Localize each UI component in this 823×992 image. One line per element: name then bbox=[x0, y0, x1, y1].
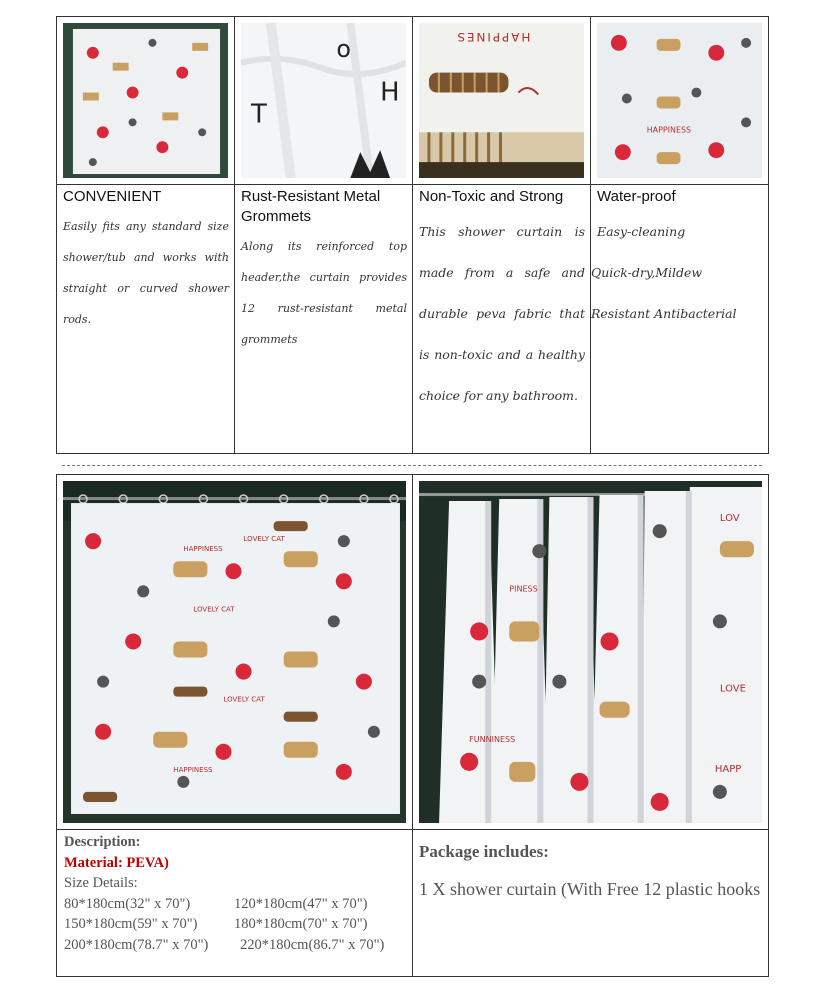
feature-line: Quick-dry,Mildew bbox=[591, 265, 703, 280]
package-block bbox=[413, 830, 768, 910]
pattern-label: HAPPINESS bbox=[173, 764, 213, 774]
feature-image-cell bbox=[591, 17, 768, 185]
feature-title: Rust-Resistant Metal Grommets bbox=[241, 188, 381, 225]
feature-line: Easy-cleaning bbox=[597, 224, 686, 239]
pattern-label: LOVELY CAT bbox=[243, 534, 285, 544]
svg-text:PINESS: PINESS bbox=[509, 584, 538, 594]
feature-image-cell bbox=[57, 17, 235, 185]
dashed-divider bbox=[62, 465, 762, 466]
svg-text:o: o bbox=[336, 34, 352, 63]
feature-body: This shower curtain is made from a safe and durable peva fabric that is non-toxic and a healthy choice for any bathroom. bbox=[419, 224, 585, 403]
size-value: 80*180cm(32" x 70") bbox=[64, 895, 191, 912]
svg-text:T: T bbox=[250, 99, 267, 130]
feature-body: Along its reinforced top header,the curtain provides 12 rust-resistant metal grommets bbox=[241, 240, 407, 346]
size-row bbox=[64, 894, 412, 915]
pattern-label: LOVELY CAT bbox=[223, 694, 265, 704]
fabric-closeup-image bbox=[419, 23, 584, 178]
package-cell bbox=[413, 830, 768, 976]
svg-text:FUNNINESS: FUNNINESS bbox=[469, 734, 516, 744]
grommet-closeup-image bbox=[241, 23, 406, 178]
size-value: 220*180cm(86.7" x 70") bbox=[240, 936, 385, 953]
feature-water-proof bbox=[591, 185, 768, 453]
material-line: Material: PEVA) bbox=[64, 854, 169, 871]
description-block bbox=[57, 830, 412, 955]
product-table bbox=[56, 474, 769, 977]
feature-image-cell bbox=[413, 17, 591, 185]
feature-non-toxic bbox=[413, 185, 591, 453]
feature-title: Non-Toxic and Strong bbox=[419, 188, 564, 205]
feature-body bbox=[591, 207, 768, 334]
package-heading: Package includes: bbox=[419, 842, 549, 861]
feature-title: Water-proof bbox=[597, 188, 676, 205]
svg-text:HAPPINES: HAPPINES bbox=[455, 29, 531, 44]
description-cell bbox=[57, 830, 413, 976]
size-row bbox=[64, 935, 412, 956]
size-heading: Size Details: bbox=[64, 875, 138, 891]
feature-line: Resistant Antibacterial bbox=[591, 306, 737, 321]
product-photo-cell bbox=[413, 475, 768, 830]
size-row bbox=[64, 914, 412, 935]
cat-pattern-closeup-image bbox=[597, 23, 762, 178]
curtain-front-photo bbox=[63, 481, 406, 823]
description-heading: Description: bbox=[64, 834, 141, 850]
size-value: 180*180cm(70" x 70") bbox=[234, 916, 368, 932]
feature-title: CONVENIENT bbox=[63, 188, 162, 205]
size-value: 150*180cm(59" x 70") bbox=[64, 916, 198, 932]
pattern-label: HAPPINESS bbox=[183, 544, 223, 554]
size-value: 200*180cm(78.7" x 70") bbox=[64, 936, 209, 953]
pattern-label: LOVELY CAT bbox=[193, 604, 235, 614]
feature-grommets bbox=[235, 185, 413, 453]
size-value: 120*180cm(47" x 70") bbox=[234, 895, 368, 912]
feature-convenient bbox=[57, 185, 235, 453]
svg-text:H: H bbox=[380, 77, 400, 108]
package-text: 1 X shower curtain (With Free 12 plastic hooks bbox=[419, 879, 761, 899]
product-photo-cell bbox=[57, 475, 413, 830]
feature-body: Easily fits any standard size shower/tub and works with straight or curved shower rods. bbox=[63, 220, 229, 326]
feature-image-cell bbox=[235, 17, 413, 185]
svg-text:HAPP: HAPP bbox=[714, 763, 742, 775]
svg-text:LOV: LOV bbox=[719, 513, 740, 525]
curtain-folded-photo bbox=[419, 481, 762, 823]
curtain-thumbnail-image bbox=[63, 23, 228, 178]
svg-text:LOVE: LOVE bbox=[719, 683, 747, 695]
svg-text:HAPPINESS: HAPPINESS bbox=[646, 125, 692, 135]
feature-table bbox=[56, 16, 769, 454]
